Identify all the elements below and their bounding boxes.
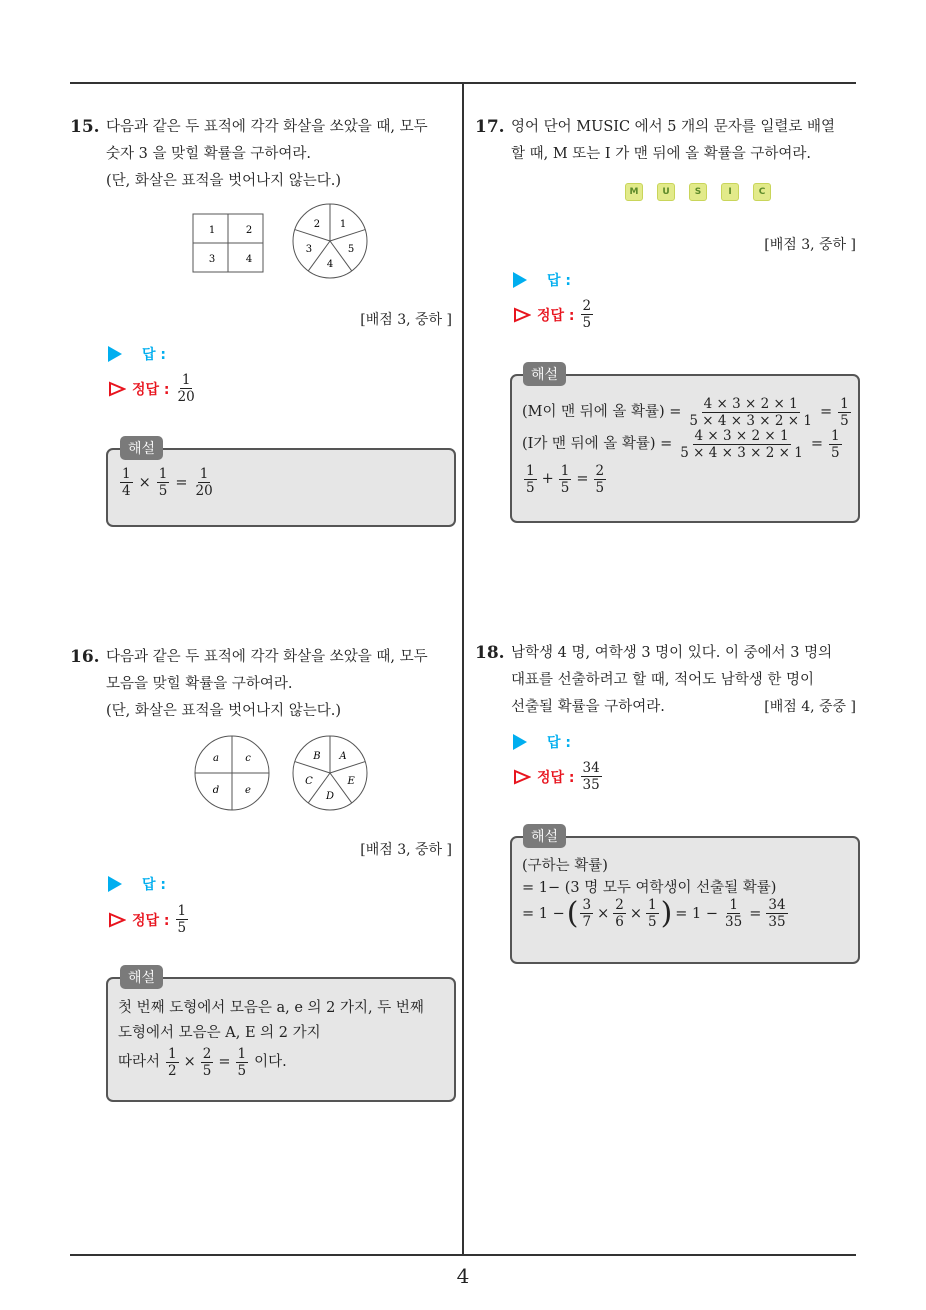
pie-label: 2 <box>313 219 321 231</box>
problem-18-number: 18. <box>475 643 505 663</box>
svg-text:c: c <box>245 753 251 764</box>
problem-16-solution-tag: 해설 <box>120 965 163 989</box>
answer-arrow-icon <box>513 272 527 288</box>
problem-16-statement: 다음과 같은 두 표적에 각각 화살을 쏘았을 때, 모두 모음을 맞힐 확률을 구하여라. (단, 화살은 표적을 벗어나지 않는다.) <box>106 649 428 719</box>
pie-label: C <box>305 775 313 787</box>
sol-line-2: (I가 맨 뒤에 올 확률) = $\frac{4 \times 3 \times 2 \times 1}{5 \times 4 \times 3 \times 2 \times 1}$ = $\frac{1}{5}$ <box>522 427 840 461</box>
problem-18-meta: [배점 4, 중중 ] <box>764 699 856 715</box>
problem-15-solution-tag: 해설 <box>120 436 163 460</box>
letter-tile: M <box>625 183 643 201</box>
pie-label: 4 <box>326 259 334 271</box>
grid-cell-2: 2 <box>245 225 253 236</box>
letter-tile: C <box>753 183 771 201</box>
problem-18-solution-tag: 해설 <box>523 824 566 848</box>
svg-text:a: a <box>213 753 219 764</box>
answer-arrow-icon <box>108 346 122 362</box>
problem-17-correct-row <box>513 298 595 331</box>
problem-17-text <box>511 114 857 168</box>
answer-label: 답 : <box>547 735 571 751</box>
problem-16-text <box>106 644 456 725</box>
pie-label: 3 <box>305 243 313 255</box>
problem-17-answer-row <box>513 270 571 290</box>
problem-17-meta: [배점 3, 중하 ] <box>764 237 856 253</box>
grid-cell-1: 1 <box>208 225 216 236</box>
problem-16-solution <box>118 996 424 1079</box>
problem-18-solution <box>522 855 790 930</box>
correct-arrow-icon <box>108 381 126 397</box>
correct-label: 정답 : <box>132 912 170 929</box>
sol-line-3: 따라서 $\frac{1}{2}$ × $\frac{2}{5}$ = $\frac{1}{5}$ 이다. <box>118 1046 287 1079</box>
problem-16-meta: [배점 3, 중하 ] <box>360 842 452 858</box>
problem-15-text <box>106 114 456 195</box>
pie-label: 5 <box>347 243 355 255</box>
sol-frac: $\frac{1}{20}$ <box>195 466 213 499</box>
column-divider <box>462 83 464 1255</box>
correct-label: 정답 : <box>537 769 575 786</box>
sol-line-1: 첫 번째 도형에서 모음은 a, e 의 2 가지, 두 번째 <box>118 1000 424 1016</box>
svg-text:d: d <box>212 785 220 796</box>
answer-arrow-icon <box>108 876 122 892</box>
music-letter-tiles <box>625 183 771 201</box>
page-number: 4 <box>456 1264 470 1288</box>
answer-label: 답 : <box>547 273 571 289</box>
answer-arrow-icon <box>513 734 527 750</box>
quarter-circle-target <box>195 736 269 810</box>
sol-line-3: $\frac{1}{5}$ + $\frac{1}{5}$ = $\frac{2}{5}$ <box>526 462 605 496</box>
problem-17-solution-tag: 해설 <box>523 362 566 386</box>
problem-17-number: 17. <box>475 117 505 137</box>
problem-15-answer-row <box>108 344 166 364</box>
problem-15-statement: 다음과 같은 두 표적에 각각 화살을 쏘았을 때, 모두 숫자 3 을 맞힐 확률을 구하여라. (단, 화살은 표적을 벗어나지 않는다.) <box>106 119 428 189</box>
correct-fraction: $\frac{34}{35}$ <box>582 760 600 793</box>
problem-15-correct-row <box>108 372 199 405</box>
problem-17-statement: 영어 단어 MUSIC 에서 5 개의 문자를 일렬로 배열 할 때, M 또는 I 가 맨 뒤에 올 확률을 구하여라. <box>511 119 836 162</box>
correct-fraction: $\frac{1}{20}$ <box>177 372 195 405</box>
sol-line-3: = 1 − ( $\frac{3}{7}$ × $\frac{2}{6}$ × $\frac{1}{5}$ ) = 1 − $\frac{1}{35}$ = $\frac{34}{35}$ <box>522 895 786 931</box>
answer-label: 답 : <box>142 877 166 893</box>
sol-line-1: (구하는 확률) <box>522 858 608 874</box>
problem-16-number: 16. <box>70 647 100 667</box>
sol-line-1: (M이 맨 뒤에 올 확률) = $\frac{4 \times 3 \times 2 \times 1}{5 \times 4 \times 3 \times 2 \times 1}$ = $\frac{1}{5}$ <box>522 395 849 429</box>
problem-15-targets <box>190 203 380 279</box>
correct-arrow-icon <box>513 769 531 785</box>
problem-15-meta: [배점 3, 중하 ] <box>360 312 452 328</box>
letter-tile: S <box>689 183 707 201</box>
problem-18-answer-row <box>513 732 571 752</box>
pie-label: 1 <box>339 219 347 231</box>
problem-18-correct-row <box>513 760 604 793</box>
answer-label: 답 : <box>142 347 166 363</box>
problem-16-correct-row <box>108 903 190 936</box>
correct-label: 정답 : <box>537 307 575 324</box>
problem-16-targets <box>190 733 380 813</box>
problem-17-solution <box>522 393 853 497</box>
sol-frac: $\frac{1}{4}$ <box>122 466 131 499</box>
correct-fraction: $\frac{1}{5}$ <box>177 903 187 936</box>
pie-label: E <box>347 775 355 787</box>
pie-label: A <box>339 751 347 763</box>
pie-label: D <box>325 791 335 803</box>
sol-line-2: = 1− (3 명 모두 여학생이 선출될 확률) <box>522 880 777 896</box>
correct-label: 정답 : <box>132 381 170 398</box>
pie-target <box>293 204 367 278</box>
correct-arrow-icon <box>513 307 531 323</box>
correct-arrow-icon <box>108 912 126 928</box>
problem-15-solution: $\frac{1}{4}$ × $\frac{1}{5}$ = $\frac{1}{20}$ <box>122 466 213 499</box>
grid-cell-4: 4 <box>245 254 253 265</box>
grid-cell-3: 3 <box>208 254 216 265</box>
pie-label: B <box>313 751 321 763</box>
pie-target <box>293 736 367 810</box>
sol-line-2: 도형에서 모음은 A, E 의 2 가지 <box>118 1025 321 1041</box>
problem-18-statement: 남학생 4 명, 여학생 3 명이 있다. 이 중에서 3 명의 대표를 선출하려고 할 때, 적어도 남학생 한 명이 선출될 확률을 구하여라. <box>511 645 833 715</box>
correct-fraction: $\frac{2}{5}$ <box>582 298 592 331</box>
letter-tile: I <box>721 183 739 201</box>
sol-frac: $\frac{1}{5}$ <box>158 466 168 499</box>
svg-text:e: e <box>245 785 251 796</box>
letter-tile: U <box>657 183 675 201</box>
bottom-rule <box>70 1254 856 1256</box>
problem-16-answer-row <box>108 874 166 894</box>
problem-15-number: 15. <box>70 117 100 137</box>
